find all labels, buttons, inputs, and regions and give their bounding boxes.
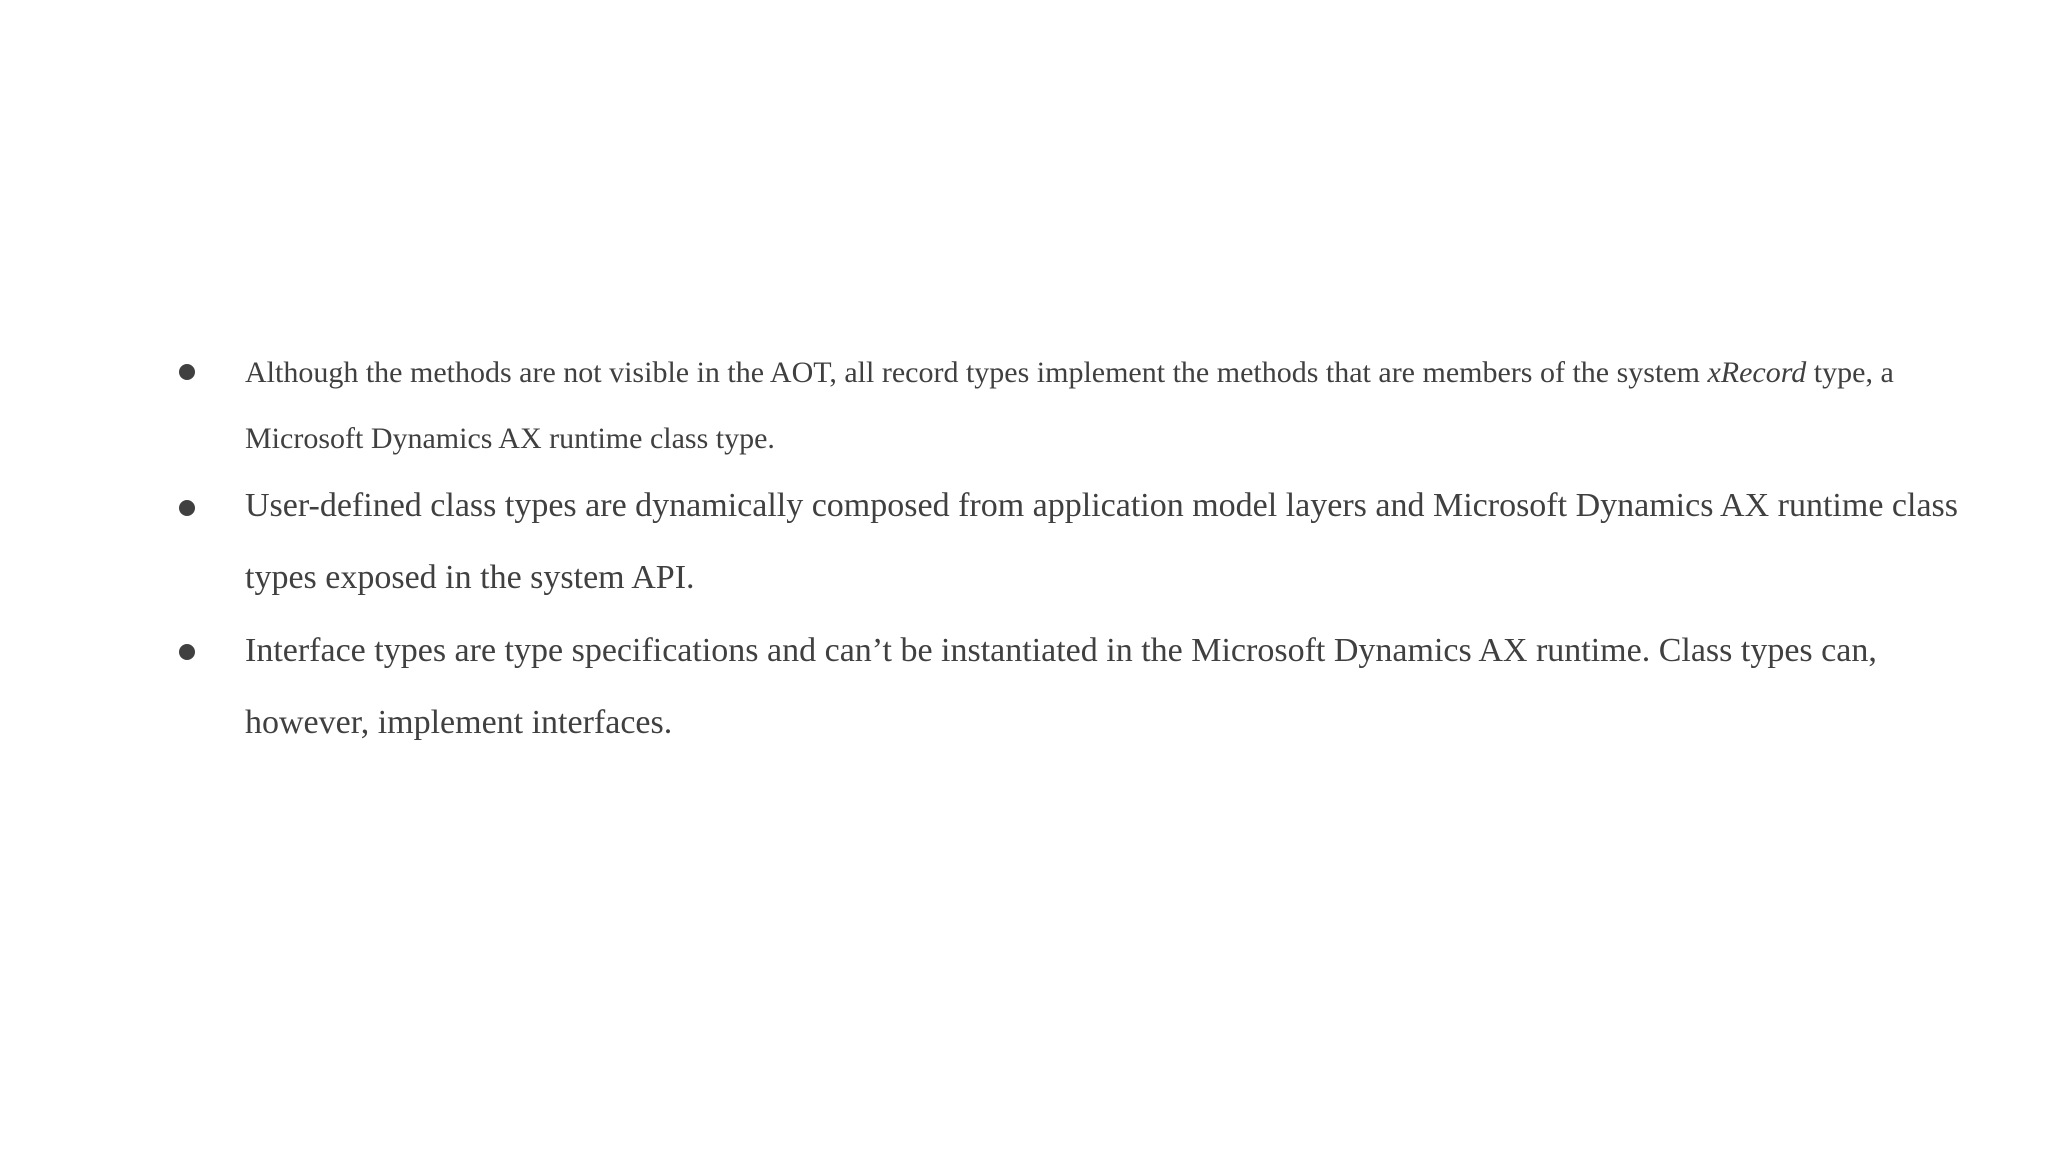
bullet-dot-icon [179, 364, 195, 380]
bullet-text: Interface types are type specifications and can’t be instantiated in the Microsoft Dynamics AX runtime. Class types can, however, implement interfaces. [245, 632, 1877, 741]
bullet-text-part: type, a Microsoft Dynamics AX runtime class type. [245, 356, 1894, 455]
bullet-dot-icon [179, 644, 195, 660]
xrecord-term: xRecord [1707, 356, 1807, 389]
bullet-dot-icon [179, 500, 195, 516]
bullet-text [245, 340, 1965, 472]
bullet-text: User-defined class types are dynamically composed from application model layers and Microsoft Dynamics AX runtime class types exposed in the system API. [245, 487, 1958, 596]
bullet-text-part: Although the methods are not visible in the AOT, all record types implement the methods that are members of the system [245, 356, 1708, 389]
